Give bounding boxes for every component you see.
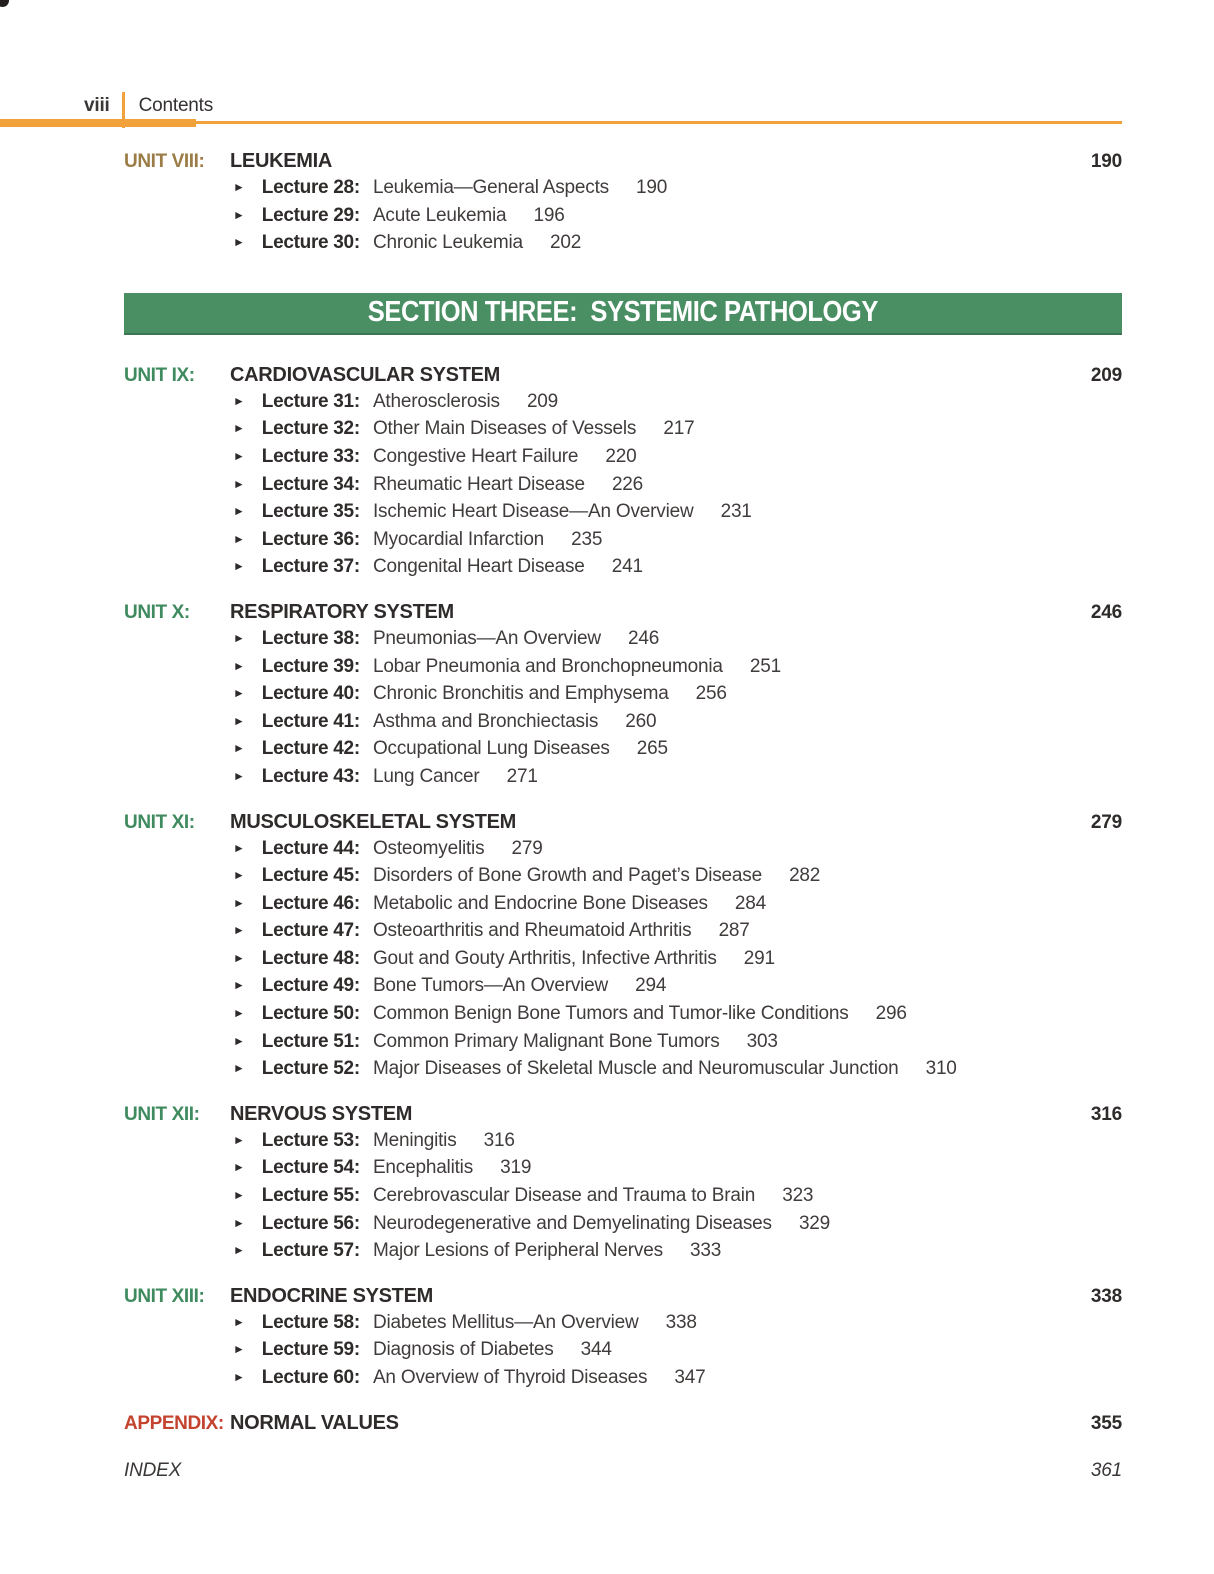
lecture-page-number: 296 (875, 1003, 907, 1025)
lecture-title: Common Primary Malignant Bone Tumors (372, 1030, 720, 1052)
triangle-bullet-icon: ► (233, 895, 245, 910)
triangle-bullet-icon: ► (233, 1132, 245, 1147)
lecture-row (124, 681, 1122, 709)
lecture-number: Lecture 58: (261, 1311, 360, 1333)
lecture-page-number: 310 (925, 1058, 957, 1080)
lecture-number: Lecture 48: (261, 947, 360, 969)
lecture-page-number: 344 (580, 1339, 612, 1361)
lecture-row (124, 203, 1122, 231)
lecture-title: Diagnosis of Diabetes (372, 1339, 554, 1361)
lecture-row (124, 554, 1122, 582)
units-after-banner (124, 362, 1122, 1393)
lecture-title: Congestive Heart Failure (372, 445, 579, 467)
lecture-title: Common Benign Bone Tumors and Tumor-like Conditions (372, 1003, 849, 1025)
lecture-page-number: 333 (690, 1240, 722, 1262)
header-rule (0, 119, 1122, 128)
lecture-number: Lecture 46: (261, 892, 360, 914)
lecture-page-number: 217 (663, 418, 695, 440)
triangle-bullet-icon: ► (233, 950, 245, 965)
lecture-number: Lecture 38: (261, 627, 360, 649)
lecture-row (124, 1029, 1122, 1057)
triangle-bullet-icon: ► (233, 235, 245, 250)
lecture-title: Meningitis (372, 1129, 457, 1151)
unit-label: UNIT XI: (124, 811, 195, 833)
unit-title: MUSCULOSKELETAL SYSTEM (230, 810, 517, 833)
lecture-list (124, 836, 1122, 1084)
lecture-row (124, 527, 1122, 555)
lecture-row (124, 499, 1122, 527)
lecture-number: Lecture 34: (261, 473, 360, 495)
lecture-page-number: 190 (636, 177, 668, 198)
lecture-list (124, 626, 1122, 792)
unit-section (124, 599, 1122, 792)
lecture-number: Lecture 30: (261, 232, 360, 254)
unit-page-number: 190 (1090, 151, 1122, 172)
lecture-page-number: 246 (627, 627, 660, 649)
triangle-bullet-icon: ► (233, 559, 245, 574)
lecture-page-number: 347 (674, 1367, 706, 1388)
appendix-label: APPENDIX: (124, 1412, 224, 1434)
lecture-number: Lecture 51: (261, 1030, 360, 1052)
lecture-number: Lecture 50: (261, 1003, 360, 1025)
lecture-number: Lecture 40: (261, 683, 360, 705)
lecture-row (124, 175, 1122, 203)
unit-label: UNIT IX: (124, 364, 195, 386)
lecture-row (124, 973, 1122, 1001)
unit-title: RESPIRATORY SYSTEM (230, 600, 454, 623)
lecture-list (124, 389, 1122, 582)
lecture-row (124, 1238, 1122, 1266)
page-folio: viii (84, 95, 110, 116)
triangle-bullet-icon: ► (233, 448, 245, 463)
lecture-row (124, 1001, 1122, 1029)
lecture-title: Pneumonias—An Overview (372, 627, 601, 649)
lecture-page-number: 284 (734, 892, 766, 914)
lecture-title: Leukemia—General Aspects (372, 177, 609, 198)
lecture-title: Encephalitis (372, 1157, 474, 1179)
section-banner-title: SECTION THREE: SYSTEMIC PATHOLOGY (367, 296, 879, 329)
lecture-title: Rheumatic Heart Disease (372, 473, 585, 495)
lecture-page-number: 316 (483, 1129, 515, 1151)
lecture-title: Chronic Bronchitis and Emphysema (372, 683, 669, 705)
lecture-number: Lecture 60: (261, 1367, 360, 1388)
section-banner (124, 293, 1122, 335)
lecture-title: Neurodegenerative and Demyelinating Diseases (372, 1212, 772, 1234)
lecture-number: Lecture 45: (261, 865, 360, 887)
lecture-row (124, 1155, 1122, 1183)
unit-section (124, 1101, 1122, 1266)
lecture-title: Lobar Pneumonia and Bronchopneumonia (372, 655, 723, 677)
lecture-title: Occupational Lung Diseases (372, 738, 610, 760)
appendix-page-number: 355 (1090, 1412, 1122, 1434)
lecture-page-number: 287 (718, 920, 750, 942)
lecture-number: Lecture 28: (261, 177, 360, 198)
unit-page-number: 246 (1090, 601, 1122, 623)
triangle-bullet-icon: ► (233, 686, 245, 701)
lecture-number: Lecture 52: (261, 1058, 360, 1080)
triangle-bullet-icon: ► (233, 713, 245, 728)
lecture-number: Lecture 59: (261, 1339, 360, 1361)
lecture-page-number: 231 (720, 501, 752, 523)
lecture-title: Disorders of Bone Growth and Paget’s Disease (372, 865, 762, 887)
lecture-page-number: 241 (611, 556, 643, 578)
lecture-page-number: 260 (625, 710, 657, 732)
running-header-title: Contents (138, 95, 214, 116)
lecture-number: Lecture 44: (261, 837, 360, 859)
lecture-row (124, 1183, 1122, 1211)
triangle-bullet-icon: ► (233, 1061, 245, 1076)
lecture-row (124, 1056, 1122, 1084)
unit-label: UNIT XIII: (124, 1285, 205, 1307)
index-row (124, 1458, 1122, 1484)
lecture-number: Lecture 36: (261, 528, 360, 550)
lecture-page-number: 271 (506, 765, 538, 787)
lecture-page-number: 329 (798, 1212, 831, 1234)
lecture-row (124, 1211, 1122, 1239)
lecture-row (124, 709, 1122, 737)
triangle-bullet-icon: ► (233, 1033, 245, 1048)
lecture-page-number: 323 (782, 1185, 814, 1207)
lecture-number: Lecture 47: (261, 920, 360, 942)
lecture-page-number: 338 (665, 1311, 697, 1333)
unit-title: CARDIOVASCULAR SYSTEM (230, 363, 501, 386)
table-of-contents (124, 148, 1122, 1484)
unit-label: UNIT XII: (124, 1103, 200, 1125)
unit-title: ENDOCRINE SYSTEM (230, 1284, 434, 1307)
lecture-list (124, 1128, 1122, 1266)
lecture-row (124, 416, 1122, 444)
lecture-title: Gout and Gouty Arthritis, Infective Arthritis (372, 947, 717, 969)
triangle-bullet-icon: ► (233, 393, 245, 408)
lecture-list (124, 175, 1122, 258)
lecture-page-number: 294 (635, 975, 667, 997)
unit-section (124, 1283, 1122, 1393)
lecture-page-number: 291 (743, 947, 775, 969)
lecture-page-number: 226 (611, 473, 644, 495)
unit-section (124, 362, 1122, 582)
lecture-page-number: 319 (500, 1157, 532, 1179)
lecture-number: Lecture 29: (261, 204, 360, 226)
triangle-bullet-icon: ► (233, 421, 245, 436)
triangle-bullet-icon: ► (233, 840, 245, 855)
lecture-title: Bone Tumors—An Overview (372, 975, 609, 997)
lecture-number: Lecture 54: (261, 1157, 360, 1179)
triangle-bullet-icon: ► (233, 1215, 245, 1230)
lecture-number: Lecture 55: (261, 1185, 360, 1207)
lecture-row (124, 918, 1122, 946)
lecture-number: Lecture 39: (261, 655, 360, 677)
triangle-bullet-icon: ► (233, 768, 245, 783)
lecture-number: Lecture 53: (261, 1129, 360, 1151)
triangle-bullet-icon: ► (233, 741, 245, 756)
lecture-number: Lecture 49: (261, 975, 360, 997)
lecture-row (124, 230, 1122, 258)
triangle-bullet-icon: ► (233, 1243, 245, 1258)
triangle-bullet-icon: ► (233, 630, 245, 645)
lecture-page-number: 303 (746, 1030, 778, 1052)
lecture-row (124, 891, 1122, 919)
index-label: INDEX (124, 1459, 182, 1481)
lecture-title: Asthma and Bronchiectasis (372, 710, 599, 732)
triangle-bullet-icon: ► (233, 504, 245, 519)
lecture-row (124, 389, 1122, 417)
triangle-bullet-icon: ► (233, 207, 245, 222)
lecture-title: Diabetes Mellitus—An Overview (372, 1311, 639, 1333)
lecture-title: An Overview of Thyroid Diseases (372, 1367, 648, 1388)
lecture-title: Lung Cancer (372, 765, 480, 787)
lecture-row (124, 946, 1122, 974)
lecture-row (124, 1337, 1122, 1365)
lecture-number: Lecture 33: (261, 445, 360, 467)
lecture-number: Lecture 32: (261, 418, 360, 440)
unit-section (124, 809, 1122, 1084)
lecture-row (124, 736, 1122, 764)
unit-page-number: 338 (1090, 1285, 1122, 1307)
lecture-list (124, 1310, 1122, 1393)
triangle-bullet-icon: ► (233, 1160, 245, 1175)
unit-label: UNIT VIII: (124, 151, 205, 172)
lecture-title: Osteomyelitis (372, 837, 485, 859)
scan-corner-artifact (0, 0, 9, 7)
lecture-page-number: 220 (605, 445, 637, 467)
lecture-row (124, 626, 1122, 654)
units-before-banner (124, 148, 1122, 258)
triangle-bullet-icon: ► (233, 658, 245, 673)
triangle-bullet-icon: ► (233, 531, 245, 546)
lecture-title: Osteoarthritis and Rheumatoid Arthritis (372, 920, 692, 942)
lecture-row (124, 472, 1122, 500)
lecture-row (124, 1365, 1122, 1393)
triangle-bullet-icon: ► (233, 476, 245, 491)
header-rule-thick-segment (0, 119, 196, 127)
lecture-row (124, 444, 1122, 472)
lecture-number: Lecture 42: (261, 738, 360, 760)
appendix-title: NORMAL VALUES (230, 1411, 399, 1434)
triangle-bullet-icon: ► (233, 180, 245, 194)
triangle-bullet-icon: ► (233, 1314, 245, 1329)
lecture-number: Lecture 31: (261, 390, 360, 412)
lecture-page-number: 202 (549, 232, 582, 254)
triangle-bullet-icon: ► (233, 1370, 245, 1384)
lecture-row (124, 764, 1122, 792)
lecture-number: Lecture 56: (261, 1212, 360, 1234)
lecture-number: Lecture 37: (261, 556, 360, 578)
lecture-title: Other Main Diseases of Vessels (372, 418, 637, 440)
lecture-title: Cerebrovascular Disease and Trauma to Brain (372, 1185, 756, 1207)
lecture-page-number: 196 (533, 204, 565, 226)
lecture-title: Congenital Heart Disease (372, 556, 585, 578)
lecture-page-number: 251 (749, 655, 781, 677)
lecture-row (124, 836, 1122, 864)
triangle-bullet-icon: ► (233, 923, 245, 938)
lecture-page-number: 265 (636, 738, 668, 760)
lecture-page-number: 235 (571, 528, 603, 550)
appendix-section (124, 1410, 1122, 1437)
lecture-page-number: 209 (526, 390, 559, 412)
unit-label: UNIT X: (124, 601, 190, 623)
lecture-title: Ischemic Heart Disease—An Overview (372, 501, 694, 523)
lecture-number: Lecture 35: (261, 501, 360, 523)
lecture-number: Lecture 43: (261, 765, 360, 787)
triangle-bullet-icon: ► (233, 1006, 245, 1021)
unit-page-number: 316 (1090, 1103, 1122, 1125)
lecture-title: Metabolic and Endocrine Bone Diseases (372, 892, 708, 914)
lecture-row (124, 863, 1122, 891)
lecture-row (124, 1310, 1122, 1338)
unit-section (124, 148, 1122, 258)
lecture-title: Atherosclerosis (372, 390, 500, 412)
triangle-bullet-icon: ► (233, 1188, 245, 1203)
lecture-number: Lecture 57: (261, 1240, 360, 1262)
lecture-page-number: 279 (511, 837, 543, 859)
triangle-bullet-icon: ► (233, 868, 245, 883)
unit-page-number: 209 (1090, 364, 1122, 386)
lecture-number: Lecture 41: (261, 710, 360, 732)
lecture-page-number: 256 (695, 683, 727, 705)
lecture-title: Myocardial Infarction (372, 528, 545, 550)
lecture-title: Major Diseases of Skeletal Muscle and Neuromuscular Junction (372, 1058, 899, 1080)
lecture-row (124, 1128, 1122, 1156)
header-rule-thin-segment (196, 121, 1122, 124)
triangle-bullet-icon: ► (233, 978, 245, 993)
index-page-number: 361 (1090, 1459, 1122, 1481)
lecture-title: Acute Leukemia (372, 204, 507, 226)
triangle-bullet-icon: ► (233, 1342, 245, 1357)
lecture-title: Major Lesions of Peripheral Nerves (372, 1240, 663, 1262)
lecture-row (124, 654, 1122, 682)
lecture-page-number: 282 (789, 865, 821, 887)
unit-page-number: 279 (1090, 811, 1122, 833)
lecture-title: Chronic Leukemia (372, 232, 523, 254)
unit-title: LEUKEMIA (230, 150, 333, 172)
unit-title: NERVOUS SYSTEM (230, 1102, 413, 1125)
